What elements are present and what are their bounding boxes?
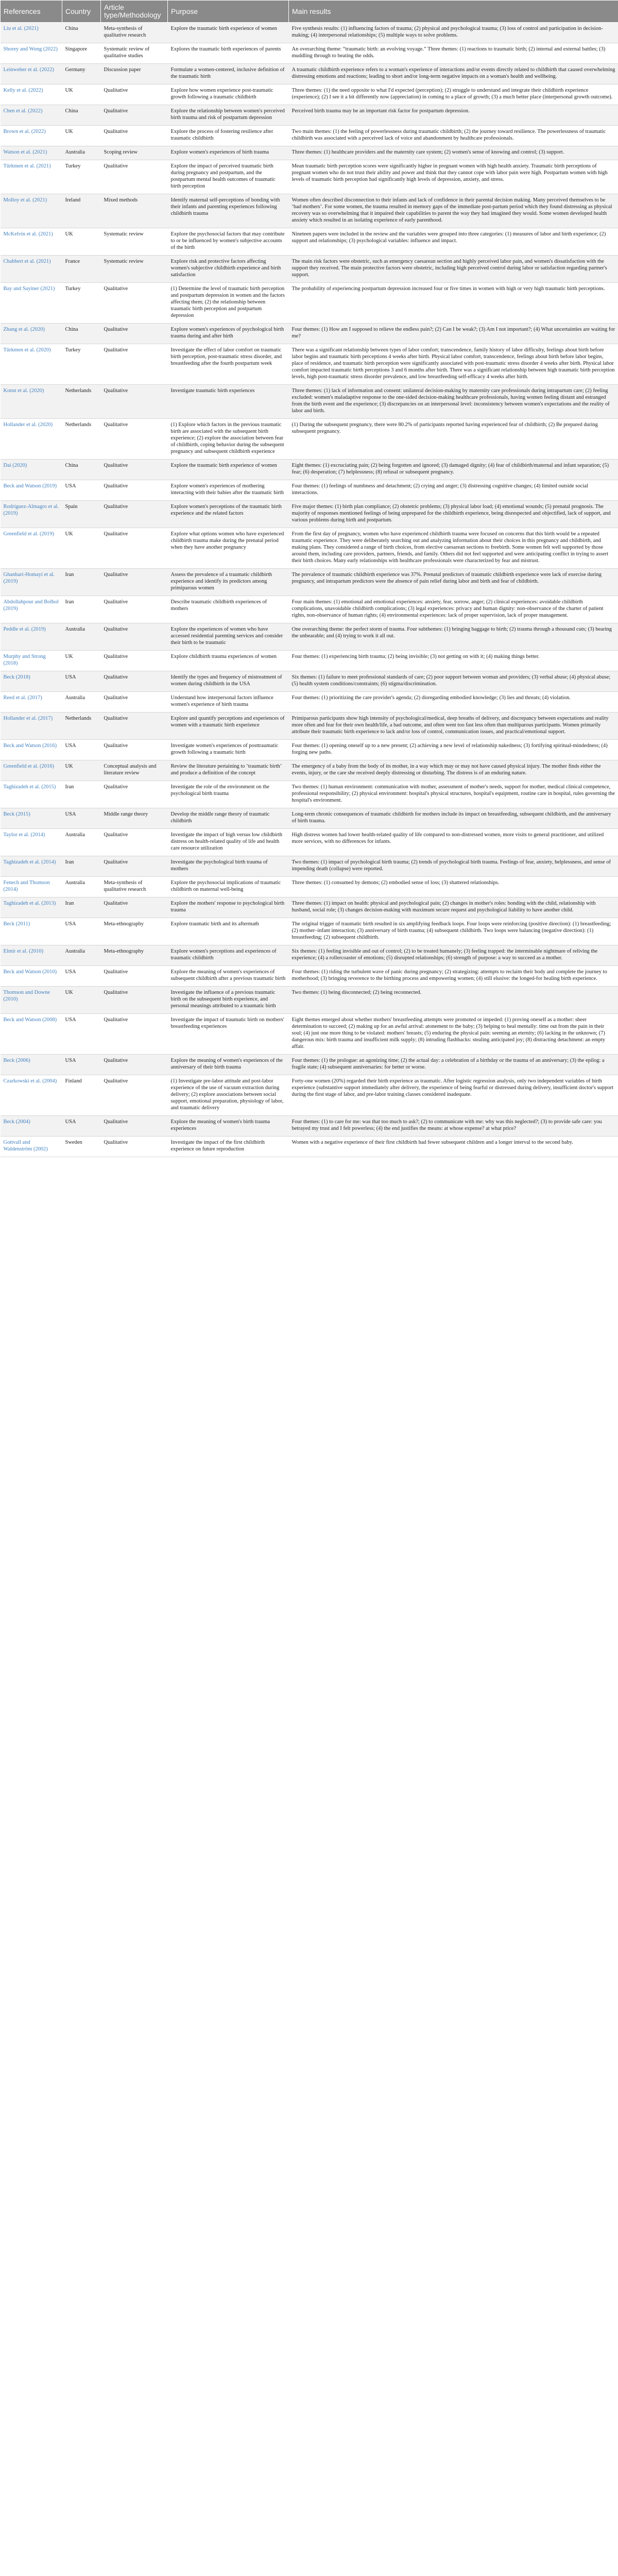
table-row [1,1075,618,1116]
table-row [1,283,618,324]
country-cell: Netherlands [62,385,101,419]
purpose-cell: Explore traumatic birth and its aftermath [168,918,289,945]
reference-cell[interactable]: Taghizadeh et al. (2013) [1,897,62,918]
country-cell: UK [62,760,101,781]
table-row [1,256,618,283]
purpose-cell: (1) Explore which factors in the previous traumatic birth are associated with the subsequent birth experience; (2) explore the association between fear of childbirth, coping behavior during the subsequent pregnancy and subsequent childbirth experience [168,419,289,460]
header-country: Country [62,1,101,23]
reference-cell[interactable]: Greenfield et al. (2019) [1,528,62,569]
methodology-cell: Scoping review [101,146,168,160]
results-cell: Four themes: (1) prioritizing the care provider's agenda; (2) disregarding embodied knowledge; (3) lies and threats; (4) violation. [289,692,618,713]
methodology-cell: Qualitative [101,671,168,692]
reference-cell[interactable]: Hollander et al. (2017) [1,713,62,740]
table-row [1,1116,618,1137]
country-cell: Sweden [62,1137,101,1157]
methodology-cell: Meta-synthesis of qualitative research [101,877,168,897]
results-cell: Two themes: (1) being disconnected; (2) being reconnected. [289,987,618,1014]
country-cell: USA [62,480,101,501]
country-cell: Spain [62,501,101,528]
country-cell: UK [62,651,101,671]
methodology-cell: Mixed methods [101,194,168,228]
results-cell: The emergency of a baby from the body of its mother, in a way which may or may not have caused physical injury. The mother finds either the events, injury, or the care she received deeply distressing or disturbing. The distress is of an enduring nature. [289,760,618,781]
methodology-cell: Qualitative [101,1116,168,1137]
purpose-cell: (1) Determine the level of traumatic birth perception and postpartum depression in women and the factors affecting them; (2) the relationship between traumatic birth perception and postpartum depression [168,283,289,324]
header-references: References [1,1,62,23]
header-main-results: Main results [289,1,618,23]
methodology-cell: Qualitative [101,344,168,385]
reference-cell[interactable]: Taghizadeh et al. (2014) [1,856,62,877]
methodology-cell: Conceptual analysis and literature review [101,760,168,781]
reference-cell[interactable]: Hollander et al. (2020) [1,419,62,460]
country-cell: USA [62,671,101,692]
purpose-cell: Explore how women experience post-traumatic growth following a traumatic childbirth [168,84,289,105]
methodology-cell: Meta-ethnography [101,945,168,966]
methodology-cell: Qualitative [101,966,168,987]
table-row [1,23,618,43]
results-cell: Two main themes: (1) the feeling of powerlessness during traumatic childbirth; (2) the journey toward resilience. The powerlessness of traumatic childbirth was associated with a perceived lack of voice and abandonment by healthcare professionals. [289,126,618,146]
country-cell: Iran [62,856,101,877]
methodology-cell: Qualitative [101,897,168,918]
reference-cell[interactable]: Elmir et al. (2010) [1,945,62,966]
reference-cell[interactable]: Beck (2004) [1,1116,62,1137]
purpose-cell: Explore women's experiences of mothering interacting with their babies after the traumatic birth [168,480,289,501]
table-row [1,146,618,160]
methodology-cell: Qualitative [101,84,168,105]
country-cell: China [62,460,101,480]
results-cell: Four themes: (1) the prologue: an agonizing time; (2) the actual day: a celebration of a birthday or the trauma of an anniversary; (3) the epilog: a fragile state; (4) subsequent anniversaries: for better or worse. [289,1055,618,1075]
table-row [1,528,618,569]
purpose-cell: Explore and quantify perceptions and experiences of women with a traumatic birth experience [168,713,289,740]
purpose-cell: Explore the psychosocial implications of traumatic childbirth on maternal well-being [168,877,289,897]
table-row [1,596,618,623]
reference-cell[interactable]: McKelvin et al. (2021) [1,228,62,256]
purpose-cell: Describe traumatic childbirth experiences of mothers [168,596,289,623]
country-cell: Australia [62,692,101,713]
purpose-cell: Investigate the impact of high versus low childbirth distress on health-related quality of life and health care resource utilization [168,829,289,856]
table-row [1,105,618,126]
methodology-cell: Qualitative [101,105,168,126]
country-cell: UK [62,987,101,1014]
table-row [1,569,618,596]
methodology-cell: Qualitative [101,126,168,146]
results-cell: Eight themes: (1) excruciating pain; (2) being forgotten and ignored; (3) damaged dignity; (4) fear of childbirth/maternal and infant separation; (5) fear; (6) desperation; (7) helplessness; (8) refusal or subsequent pregnancy. [289,460,618,480]
results-cell: Four themes: (1) opening oneself up to a new present; (2) achieving a new level of relationship nakedness; (3) fortifying spiritual-mindedness; (4) forging new paths. [289,740,618,760]
literature-review-table [0,0,618,1157]
methodology-cell: Systematic review of qualitative studies [101,43,168,64]
table-header-row [1,1,618,23]
results-cell: Eight themes emerged about whether mothers' breastfeeding attempts were promoted or impeded: (1) proving oneself as a mother: sheer determination to succeed; (2) making up for an awful arrival: atonement to the baby; (3) helping to heal mentally: time out from the pain in their soul; (4) just one more thing to be violated: mothers' breasts; (5) enduring the physical pain: seeming an eternity; (6) lacking in the unknown; (7) dangerous mix: birth trauma and insufficient milk supply; (8) intruding flashbacks: stealing anticipated joy; (8) distracting detachment: an empty affair. [289,1014,618,1055]
methodology-cell: Meta-ethnography [101,918,168,945]
country-cell: Singapore [62,43,101,64]
purpose-cell: Investigate the impact of traumatic birth on mothers' breastfeeding experiences [168,1014,289,1055]
table-row [1,671,618,692]
purpose-cell: Investigate the psychological birth trauma of mothers [168,856,289,877]
results-cell: A traumatic childbirth experience refers to a woman's experience of interactions and/or events directly related to childbirth that caused overwhelming distressing emotions and reactions; leading to short and/or long-term negative impacts on a woman's health and wellbeing. [289,64,618,84]
table-row [1,324,618,344]
methodology-cell: Qualitative [101,856,168,877]
reference-cell[interactable]: Ghanbari-Homayi et al. (2019) [1,569,62,596]
table-row [1,740,618,760]
table-row [1,945,618,966]
table-row [1,228,618,256]
results-cell: Six themes: (1) failure to meet professional standards of care; (2) poor support between woman and providers; (3) verbal abuse; (4) physical abuse; (5) health system conditions/constraints; (6) stigma/discrimination. [289,671,618,692]
reference-cell[interactable]: Kelly et al. (2022) [1,84,62,105]
results-cell: Four themes: (1) How am I supposed to relieve the endless pain?; (2) Can I be weak?; (3) Am I not important?; (4) What uncertainties are waiting for me? [289,324,618,344]
results-cell: The main risk factors were obstetric, such as emergency caesarean section and highly perceived labor pain, and women's dissatisfaction with the support they received. The main protective factors were obstetric, including high perceived control during labor or satisfaction regarding partner's support. [289,256,618,283]
results-cell: The prevalence of traumatic childbirth experience was 37%. Prenatal predictors of traumatic childbirth experience were lack of exercise during pregnancy, and intrapartum predictors were the absence of pain relief during labor and birth and fear of childbirth. [289,569,618,596]
methodology-cell: Qualitative [101,528,168,569]
purpose-cell: (1) Investigate pre-labor attitude and post-labor experience of the use of vacuum extraction during delivery; (2) explore associations between social support, emotional preparation, physiology of labor, and traumatic delivery [168,1075,289,1116]
results-cell: Five major themes: (1) birth plan compliance; (2) obstetric problems; (3) physical labor load; (4) emotional wounds; (5) prenatal prognosis. The majority of responses mentioned feelings of being unprepared for the childbirth experience, being disrespected and objectified, lack of support, and various problems during birth and postpartum. [289,501,618,528]
country-cell: Finland [62,1075,101,1116]
reference-cell[interactable]: Türkmen et al. (2020) [1,344,62,385]
country-cell: Iran [62,596,101,623]
results-cell: Four main themes: (1) emotional and emotional experiences: anxiety, fear, sorrow, anger; (2) clinical experiences: avoidable childbirth complications, unavoidable childbirth complications; (3) legal experiences: privacy and human dignity: non-observance of the charter of patient rights, non-observance of human rights; (4) environmental experiences: lack of proper supervision, lack of proper management. [289,596,618,623]
methodology-cell: Qualitative [101,460,168,480]
table-body [1,23,618,1157]
reference-cell[interactable]: Beck (2006) [1,1055,62,1075]
methodology-cell: Qualitative [101,1075,168,1116]
table-row [1,918,618,945]
methodology-cell: Qualitative [101,829,168,856]
table-row [1,829,618,856]
country-cell: USA [62,1116,101,1137]
table-row [1,760,618,781]
results-cell: Two themes: (1) human environment: communication with mother, assessment of mother's needs, support for mother, medical clinical competence, professional responsibility; (2) physical environment: hospital's physical structures, hospital's equipment, routine care in hospital, rules governing the hospital's environment. [289,781,618,808]
methodology-cell: Qualitative [101,623,168,651]
purpose-cell: Investigate the role of the environment on the psychological birth trauma [168,781,289,808]
table-row [1,1014,618,1055]
results-cell: Three themes: (1) the need opposite to what I'd expected (perception); (2) struggle to understand and integrate their childbirth experience (experience); (2) I see it a bit differently now (appreciation) in coming to a place of growth; (3) a much better place (interpersonal growth outcome). [289,84,618,105]
country-cell: USA [62,966,101,987]
table-row [1,64,618,84]
reference-cell[interactable]: Abdollahpour and Bolbol (2019) [1,596,62,623]
results-cell: Nineteen papers were included in the review and the variables were grouped into three categories: (1) measures of labor and birth experience; (2) support and relationships; (3) psychological variables: influence and impact. [289,228,618,256]
reference-cell[interactable]: Gottvall and Waldenström (2002) [1,1137,62,1157]
reference-cell[interactable]: Peddle et al. (2019) [1,623,62,651]
results-cell: The original trigger of traumatic birth resulted in six amplifying feedback loops. Four loops were reinforcing (positive direction): (1) breastfeeding; (2) mother–infant interaction; (3) anniversary of birth trauma; (4) subsequent childbirth. Two loops were balancing (negative direction): (1) breastfeeding; (2) subsequent childbirth. [289,918,618,945]
results-cell: Three themes: (1) healthcare providers and the maternity care system; (2) women's sense of knowing and control; (3) support. [289,146,618,160]
country-cell: UK [62,84,101,105]
methodology-cell: Qualitative [101,987,168,1014]
methodology-cell: Qualitative [101,569,168,596]
country-cell: Iran [62,897,101,918]
purpose-cell: Review the literature pertaining to ‘traumatic birth’ and produce a definition of the concept [168,760,289,781]
country-cell: China [62,105,101,126]
purpose-cell: Explore risk and protective factors affecting women's subjective childbirth experience and birth satisfaction [168,256,289,283]
reference-cell[interactable]: Beck and Watson (2016) [1,740,62,760]
reference-cell[interactable]: Watson et al. (2021) [1,146,62,160]
results-cell: Four themes: (1) feelings of numbness and detachment; (2) crying and anger; (3) distressing cognitive changes; (4) limited outside social interactions. [289,480,618,501]
reference-cell[interactable]: Chabbert et al. (2021) [1,256,62,283]
reference-cell[interactable]: Taylor et al. (2014) [1,829,62,856]
results-cell: Women often described disconnection to their infants and lack of confidence in their parental decision making. Many perceived themselves to be ‘bad mothers’. For some women, the trauma resulted in memory gaps of the immediate post-partum period which they found distressing as physical recovery was so overwhelming that it impaired their capabilities to parent the way they had imagined they would. Some women developed health anxiety which resulted in an isolating experience of early parenthood. [289,194,618,228]
purpose-cell: Explore women's perceptions and experiences of traumatic childbirth [168,945,289,966]
country-cell: Turkey [62,344,101,385]
table-row [1,84,618,105]
purpose-cell: Explore the psychosocial factors that may contribute to or be influenced by women's subjective accounts of the birth [168,228,289,256]
country-cell: USA [62,1055,101,1075]
purpose-cell: Formulate a women-centered, inclusive definition of the traumatic birth [168,64,289,84]
table-row [1,419,618,460]
methodology-cell: Qualitative [101,1014,168,1055]
country-cell: Australia [62,829,101,856]
results-cell: Four themes: (1) experiencing birth trauma; (2) being invisible; (3) not getting on with it; (4) making things better. [289,651,618,671]
methodology-cell: Qualitative [101,419,168,460]
table-row [1,713,618,740]
country-cell: USA [62,1014,101,1055]
reference-cell[interactable]: Molloy et al. (2021) [1,194,62,228]
reference-cell[interactable]: Thomson and Downe (2010) [1,987,62,1014]
reference-cell[interactable]: Taghizadeh et al. (2015) [1,781,62,808]
country-cell: Netherlands [62,713,101,740]
country-cell: France [62,256,101,283]
results-cell: Perceived birth trauma may be an important risk factor for postpartum depression. [289,105,618,126]
reference-cell[interactable]: Beck (2015) [1,808,62,829]
reference-cell[interactable]: Beck (2011) [1,918,62,945]
results-cell: Four themes: (1) riding the turbulent wave of panic during pregnancy; (2) strategizing: attempts to reclaim their body and complete the journey to motherhood; (3) bringing reverence to the birthing process and empowering women; (4) still elusive: the longed-for healing birth experience. [289,966,618,987]
results-cell: Primiparous participants show high intensity of psychological/medical, deep breaths of delivery, and discrepancy between expectations and reality more often and fear for their own health/life, a bad outcome, and often went too fast less often than multiparous participants. Women primarily attribute their traumatic birth experience to lack and/or loss of control, communication issues, and practical/emotional support. [289,713,618,740]
reference-cell[interactable]: Beck (2018) [1,671,62,692]
country-cell: Germany [62,64,101,84]
methodology-cell: Qualitative [101,385,168,419]
methodology-cell: Meta-synthesis of qualitative research [101,23,168,43]
purpose-cell: Explore the meaning of women's experiences of subsequent childbirth after a previous traumatic birth [168,966,289,987]
table-row [1,987,618,1014]
reference-cell[interactable]: Beck and Watson (2019) [1,480,62,501]
table-row [1,344,618,385]
methodology-cell: Discussion paper [101,64,168,84]
purpose-cell: Investigate the influence of a previous traumatic birth on the subsequent birth experience, and personal meanings attributed to a traumatic birth [168,987,289,1014]
purpose-cell: Explore the meaning of women's experiences of the anniversary of their birth trauma [168,1055,289,1075]
country-cell: Turkey [62,283,101,324]
table-row [1,1137,618,1157]
methodology-cell: Qualitative [101,781,168,808]
purpose-cell: Investigate traumatic birth experiences [168,385,289,419]
country-cell: USA [62,808,101,829]
purpose-cell: Explore the relationship between women's perceived birth trauma and risk of postpartum depression [168,105,289,126]
table-row [1,160,618,194]
table-row [1,1055,618,1075]
results-cell: Women with a negative experience of their first childbirth had fewer subsequent children and a longer interval to the second baby. [289,1137,618,1157]
reference-cell[interactable]: Greenfield et al. (2016) [1,760,62,781]
table-row [1,877,618,897]
table-row [1,692,618,713]
country-cell: Iran [62,781,101,808]
purpose-cell: Explore the traumatic birth experience of women [168,23,289,43]
results-cell: Long-term chronic consequences of traumatic childbirth for mothers include its impact on breastfeeding, subsequent childbirth, and the anniversary of birth trauma. [289,808,618,829]
methodology-cell: Systematic review [101,228,168,256]
results-cell: (1) During the subsequent pregnancy, there were 80.2% of participants reported having experienced fear of childbirth; (2) Be prepared during subsequent pregnancy. [289,419,618,460]
reference-cell[interactable]: Liu et al. (2021) [1,23,62,43]
results-cell: High distress women had lower health-related quality of life compared to non-distressed women, more visits to general practitioner, and utilized more services, with no differences for infants. [289,829,618,856]
purpose-cell: Explore childbirth trauma experiences of women [168,651,289,671]
reference-cell[interactable]: Murphy and Strong (2018) [1,651,62,671]
country-cell: Australia [62,877,101,897]
reference-cell[interactable]: Fenech and Thomson (2014) [1,877,62,897]
country-cell: UK [62,126,101,146]
reference-cell[interactable]: Konst et al. (2020) [1,385,62,419]
reference-cell[interactable]: Czarkowski et al. (2004) [1,1075,62,1116]
purpose-cell: Explore women's perceptions of the traumatic birth experience and the related factors [168,501,289,528]
methodology-cell: Qualitative [101,501,168,528]
reference-cell[interactable]: Beck and Watson (2008) [1,1014,62,1055]
methodology-cell: Qualitative [101,713,168,740]
purpose-cell: Investigate the impact of the first childbirth experience on future reproduction [168,1137,289,1157]
country-cell: USA [62,918,101,945]
purpose-cell: Explore women's experiences of birth trauma [168,146,289,160]
table-row [1,808,618,829]
country-cell: Australia [62,146,101,160]
country-cell: Turkey [62,160,101,194]
reference-cell[interactable]: Shorey and Wong (2022) [1,43,62,64]
purpose-cell: Explore what options women who have experienced childbirth trauma make during the prenatal period when they have another pregnancy [168,528,289,569]
table-row [1,856,618,877]
reference-cell[interactable]: Beck and Watson (2010) [1,966,62,987]
results-cell: Two themes: (1) impact of psychological birth trauma; (2) trends of psychological birth trauma. Feelings of fear, anxiety, helplessness, and sense of impending death (collapse) were reported. [289,856,618,877]
results-cell: From the first day of pregnancy, women who have experienced childbirth trauma were focused on concerns that this birth would be a repeated traumatic experience. They were deliberately searching out and analyzing information about their choices in this pregnancy and childbirth, and making plans. They considered a range of birth choices, from elective caesarean sections to freebirth. Some women felt well supported by those around them, including care providers, partners, friends, and family. Others did not feel supported and were anticipating conflict in trying to assert their birth choices. Many early relationships with healthcare professionals were characterized by fear and mistrust. [289,528,618,569]
purpose-cell: Explores the traumatic birth experiences of parents [168,43,289,64]
results-cell: One overarching theme: the perfect storm of trauma. Four subthemes: (1) bringing baggage to birth; (2) trauma through a thousand cuts; (3) bearing the unbearable; and (4) trying to work it all out. [289,623,618,651]
header-purpose: Purpose [168,1,289,23]
country-cell: Australia [62,945,101,966]
reference-cell[interactable]: Rodríguez-Almagro et al. (2019) [1,501,62,528]
results-cell: The probability of experiencing postpartum depression increased four or five times in women with high or very high traumatic birth perceptions. [289,283,618,324]
methodology-cell: Qualitative [101,324,168,344]
table-row [1,126,618,146]
purpose-cell: Identify the types and frequency of mistreatment of women during childbirth in the USA [168,671,289,692]
country-cell: Australia [62,623,101,651]
table-row [1,501,618,528]
reference-cell[interactable]: Türkmen et al. (2021) [1,160,62,194]
results-cell: Three themes: (1) impact on health: physical and psychological pain; (2) changes in mother's roles: bonding with the child, relationship with husband, social role; (3) changes decision-making with maximum secure request and psychological liability to have another child. [289,897,618,918]
methodology-cell: Qualitative [101,596,168,623]
methodology-cell: Qualitative [101,480,168,501]
results-cell: Four themes: (1) to care for me: was that too much to ask?; (2) to communicate with me: why was this neglected?; (3) to provide safe care: you betrayed my trust and I felt powerless; (4) the end justifies the means: at whose expense? at what price? [289,1116,618,1137]
purpose-cell: Develop the middle range theory of traumatic childbirth [168,808,289,829]
purpose-cell: Explore the mothers' response to psychological birth trauma [168,897,289,918]
purpose-cell: Explore the process of fostering resilience after traumatic childbirth [168,126,289,146]
country-cell: China [62,23,101,43]
header-article-type: Article type/Methodology [101,1,168,23]
table-row [1,460,618,480]
country-cell: UK [62,228,101,256]
results-cell: Forty-one women (20%) regarded their birth experience as traumatic. After logistic regression analysis, only two independent variables of birth experience (substantive support immediately after delivery, the experience of being fearful or distressed during delivery, insufficient doctor's support during the first stage of labor, and pre-labor training classes considered inadequate. [289,1075,618,1116]
table-row [1,385,618,419]
methodology-cell: Qualitative [101,160,168,194]
purpose-cell: Explore the meaning of women's birth trauma experiences [168,1116,289,1137]
table-row [1,966,618,987]
table-row [1,194,618,228]
reference-cell[interactable]: Leinweber et al. (2022) [1,64,62,84]
country-cell: Ireland [62,194,101,228]
purpose-cell: Explore the experiences of women who have accessed residential parenting services and consider their birth to be traumatic [168,623,289,651]
purpose-cell: Explore women's experiences of psychological birth trauma during and after birth [168,324,289,344]
methodology-cell: Qualitative [101,283,168,324]
table-row [1,480,618,501]
table-row [1,43,618,64]
results-cell: Six themes: (1) feeling invisible and out of control; (2) to be treated humanely; (3) feeling trapped: the interminable nightmare of reliving the experience; (4) a rollercoaster of emotions; (5) disrupted relationships; (6) strength of purpose: a way to succeed as a mother. [289,945,618,966]
purpose-cell: Explore the impact of perceived traumatic birth during pregnancy and postpartum, and the postpartum mental health outcomes of traumatic birth perception [168,160,289,194]
country-cell: China [62,324,101,344]
country-cell: Iran [62,569,101,596]
results-cell: There was a significant relationship between types of labor comfort; transcendence, family history of labor difficulty, feelings about birth before labor begins and traumatic birth perceptions 4 weeks after birth. Physical labor comfort, transcendence, feelings about birth before labor begins, place of residence, and traumatic birth perception were significantly associated with post-traumatic stress disorder 4 weeks after birth. Physical labor comfort impacted traumatic birth perceptions 3 and 6 months after birth. There was a significant relationship between high traumatic birth perception levels, high post-traumatic stress disorder prevalence, and low breastfeeding self-efficacy 4 weeks after birth. [289,344,618,385]
results-cell: Three themes: (1) lack of information and consent: unilateral decision-making by maternity care professionals during intrapartum care; (2) feeling excluded: women's maladaptive response to the one-sided decision-making healthcare professionals, having women feeling distant and estranged from the birth event and the experience; (3) discrepancies on an interpersonal level: inconsistency between women's expectations and the reality of labor and birth. [289,385,618,419]
purpose-cell: Assess the prevalence of a traumatic childbirth experience and identify its predictors among primiparous women [168,569,289,596]
table-row [1,623,618,651]
country-cell: UK [62,528,101,569]
results-cell: Mean traumatic birth perception scores were significantly higher in pregnant women with high health anxiety. Traumatic birth perceptions of pregnant women who do not trust their ability and power and think that they cannot cope with labor pain were high. Postpartum women with high levels of traumatic birth perception had significantly high levels of depression, anxiety, and stress. [289,160,618,194]
methodology-cell: Qualitative [101,740,168,760]
table-row [1,897,618,918]
reference-cell[interactable]: Brown et al. (2022) [1,126,62,146]
methodology-cell: Middle range theory [101,808,168,829]
results-cell: Five synthesis results: (1) influencing factors of trauma; (2) physical and psychological trauma; (3) loss of control and participation in decision-making; (4) interpersonal relationships; (5) multiple ways to solve problems. [289,23,618,43]
purpose-cell: Understand how interpersonal factors influence women's experience of birth trauma [168,692,289,713]
methodology-cell: Qualitative [101,1137,168,1157]
methodology-cell: Systematic review [101,256,168,283]
reference-cell[interactable]: Reed et al. (2017) [1,692,62,713]
results-cell: An overarching theme: “traumatic birth: an evolving voyage.” Three themes: (1) reactions to traumatic birth; (2) internal and external battles; (3) muddling through to beating the odds. [289,43,618,64]
methodology-cell: Qualitative [101,651,168,671]
purpose-cell: Explore the traumatic birth experience of women [168,460,289,480]
methodology-cell: Qualitative [101,692,168,713]
table-row [1,781,618,808]
reference-cell[interactable]: Chen et al. (2022) [1,105,62,126]
reference-cell[interactable]: Dai (2020) [1,460,62,480]
purpose-cell: Investigate the effect of labor comfort on traumatic birth perception, post-traumatic stress disorder, and breastfeeding after the fourth postpartum week [168,344,289,385]
results-cell: Three themes: (1) consumed by demons; (2) embodied sense of loss; (3) shattered relationships. [289,877,618,897]
reference-cell[interactable]: Zhang et al. (2020) [1,324,62,344]
purpose-cell: Identify maternal self-perceptions of bonding with their infants and parenting experiences following childbirth trauma [168,194,289,228]
purpose-cell: Investigate women's experiences of posttraumatic growth following a traumatic birth [168,740,289,760]
table-row [1,651,618,671]
country-cell: USA [62,740,101,760]
methodology-cell: Qualitative [101,1055,168,1075]
country-cell: Netherlands [62,419,101,460]
reference-cell[interactable]: Bay and Sayiner (2021) [1,283,62,324]
